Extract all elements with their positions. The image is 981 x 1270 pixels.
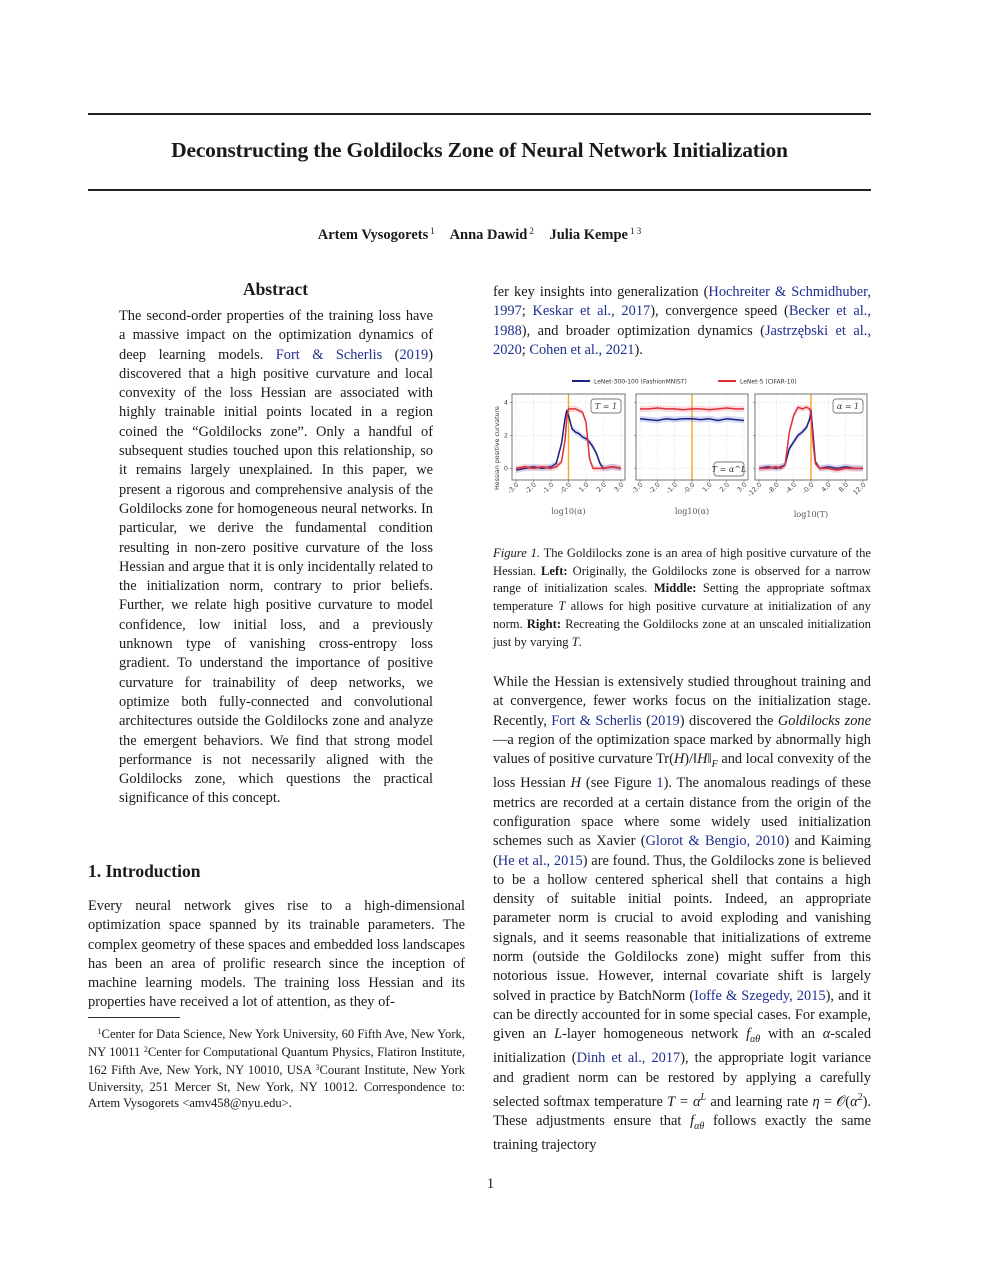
x-tick-label: 4.0 [819,480,833,494]
introduction-paragraph-2: While the Hessian is extensively studied throughout training and at convergence, fewer works focus on the initialization stage. Recently, Fort & Scherlis (2019) discovered the Goldilocks zone—a region of the optimization space marked by abnormally high values of positive curvature $Tr(H)/‖H‖_F$ and local convexity of the loss Hessian H (see Figure 1). The anomalous readings of these metrics are recorded at a certain distance from the origin of the configuration space where some widely used initialization schemes such as Xavier (Glorot & Bengio, 2010) and Kaiming (He et al., 2015) are found. Thus, the Goldilocks zone is believed to be a hollow centered spherical shell that contains a high density of suitable initial points. Indeed, an appropriate parameter norm is crucial to avoid exploding and vanishing signals, and it seems reasonable that initializations of extreme norm (outside the Goldilocks zone) might suffer from this notorious issue. However, internal covariate shift is largely solved in practice by BatchNorm (Ioffe & Szegedy, 2015), and it can be directly accounted for in some special cases. For example, given an L-layer homogeneous network $f_{\alpha\theta}$ with an α-scaled initialization (Dinh et al., 2017), the appropriate logit variance and gradient norm can be restored by applying a carefully selected softmax temperature $T = \alpha^L$ and learning rate $\eta = 𝒪(\alpha^2)$. These adjustments ensure that $f_{\alpha\theta}$ follows exactly the same training trajectory [493,674,872,1154]
y-tick-label: 2 [503,431,508,440]
affiliation-footnote [88,1024,465,1111]
y-tick-label: 4 [503,398,508,407]
author-name: Artem Vysogorets [317,227,429,243]
x-tick-label: 1.0 [577,480,591,494]
x-tick-label: 2.0 [718,480,732,494]
introduction-paragraph [88,897,465,1013]
citation-link[interactable]: Ioffe & Szegedy, 2015 [694,987,826,1004]
x-tick-label: -1.0 [540,480,556,496]
citation-link[interactable]: 2019 [650,712,680,729]
paper-title: Deconstructing the Goldilocks Zone of Neural Network Initialization [171,138,788,162]
citation-link[interactable]: Fort & Scherlis [275,346,383,363]
author-affiliation: 1 [430,226,435,236]
x-axis-label: log10(T) [793,510,829,519]
citation-link[interactable]: Glorot & Bengio, 2010 [645,833,785,850]
title-rule-top [88,113,871,115]
x-tick-label: -12.0 [745,480,764,499]
x-tick-label: 3.0 [735,480,749,494]
author-name: Julia Kempe [549,227,628,243]
footnote-rule [88,1017,180,1018]
paragraph-text: Every neural network gives rise to a high-dimensional optimization space spanned by its trainable parameters. The complex geometry of these spaces and embedded loss landscapes has been an area of prolific research since the inception of machine learning models. The training loss Hessian and its properties have received a lot of attention, as they of- [88,898,465,1011]
x-tick-label: -0.0 [558,480,573,496]
x-tick-label: 12.0 [851,480,868,497]
author-list [88,226,871,244]
figure-caption: Figure 1. The Goldilocks zone is an area of high positive curvature of the Hessian. Left: Originally, the Goldilocks zone is observed for a narrow range of initialization scales. Middle: Setting the appropriate softmax temperature T allows for high positive curvature at initialization of any norm. Right: Recreating the Goldilocks zone at an unscaled initialization just by varying T. [493,546,872,649]
footnote-text: Center for Data Science, New York University, 60 Fifth Ave, New York, NY 10011 [88,1027,465,1060]
abstract-text: ( [382,346,400,363]
footnote-marker: 3 [315,1063,320,1073]
citation-link[interactable]: 2019 [399,346,429,363]
author-name: Anna Dawid [449,227,528,243]
x-tick-label: -2.0 [647,480,662,496]
x-axis-label: log10(α) [674,507,710,516]
section-heading-introduction: 1. Introduction [88,861,201,881]
annotation-label: T = α^L [711,465,747,474]
abstract-body [119,307,433,809]
author-affiliation: 2 [529,226,534,236]
caption-bold-right: Right: [526,616,562,631]
x-axis-label: log10(α) [551,507,586,516]
x-tick-label: 3.0 [612,480,626,494]
footnote-marker: 1 [97,1027,102,1036]
citation-link[interactable]: Cohen et al., 2021 [529,341,635,358]
figure-1-chart [490,372,880,524]
x-tick-label: -8.0 [766,480,781,496]
citation-link[interactable]: Keskar et al., 2017 [532,303,651,320]
x-tick-label: -4.0 [783,480,799,496]
x-tick-label: -1.0 [664,480,680,496]
caption-bold-left: Left: [541,563,568,578]
citation-link[interactable]: Becker et al., 1988 [493,303,871,339]
x-tick-label: -3.0 [505,480,521,496]
footnote-text: Courant Institute, New York University, 251 Mercer St, New York, NY 10012. Correspondence to: Artem Vysogorets <amv458@nyu.edu>. [88,1063,465,1110]
emphasis-term: Goldilocks zone [777,712,871,729]
page-number: 1 [486,1176,495,1192]
author-affiliation: 1 3 [630,226,642,236]
citation-link[interactable]: Fort & Scherlis [551,712,642,729]
citation-link[interactable]: Hochreiter & Schmidhuber, 1997 [493,284,871,320]
citation-link[interactable]: Dinh et al., 2017 [576,1050,681,1067]
abstract-text: The second-order properties of the training loss have a massive impact on the optimization dynamics of deep learning models. [119,308,433,363]
x-tick-label: -3.0 [629,480,645,496]
caption-bold-middle: Middle: [653,581,697,596]
annotation-label: α = 1 [836,402,860,411]
abstract-text: ) discovered that a high positive curvature and local convexity of the loss Hessian are associated with highly trainable initial points located in a region coined the “Goldilocks zone”. Only a handful of subsequent studies touched upon this relationship, so it remains largely unexplained. In this paper, we present a rigorous and comprehensive analysis of the Goldilocks zone for homogeneous neural networks. In particular, we derive the fundamental condition resulting in non-zero positive curvature of the loss Hessian and argue that it is only incidentally related to the initialization norm, contrary to prior beliefs. Further, we relate high positive curvature to model confidence, low initial loss, and a previously unknown type of vanishing cross-entropy loss gradient. To understand the importance of positive curvature for trainability of deep networks, we optimize both fully-connected and convolutional architectures outside the Goldilocks zone and analyze the emergent behaviors. We find that strong model performance is not necessarily aligned with the Goldilocks zone, which questions the practical significance of this concept. [119,346,434,807]
y-tick-label: 0 [503,464,508,473]
x-tick-label: -0.0 [681,480,697,496]
footnote-marker: 2 [143,1045,148,1055]
x-tick-label: -0.0 [800,480,816,496]
x-tick-label: 1.0 [700,480,714,494]
legend-label: LeNet-300-100 (FashionMNIST) [594,378,687,386]
figure-reference-link[interactable]: 1 [656,775,664,792]
legend-label: LeNet-5 (CIFAR-10) [740,378,797,386]
citation-link[interactable]: He et al., 2015 [497,852,583,869]
x-tick-label: 2.0 [594,480,608,494]
title-rule-bottom [88,189,871,191]
citation-link[interactable]: Jastrzębski et al., 2020 [493,322,871,358]
introduction-paragraph-continued: fer key insights into generalization (Hochreiter & Schmidhuber, 1997; Keskar et al., 2017), convergence speed (Becker et al., 1988), and broader optimization dynamics (Jastrzębski et al., 2020; Cohen et al., 2021). [493,284,871,358]
x-tick-label: 8.0 [837,480,851,494]
y-axis-label: Hessian positive curvature [494,406,501,490]
caption-label: Figure 1. [493,546,541,560]
annotation-label: T = 1 [594,402,618,411]
x-tick-label: -2.0 [523,480,538,496]
footnote-text: Center for Computational Quantum Physics, Flatiron Institute, 162 Fifth Ave, New York, NY 10010, USA [88,1045,465,1078]
abstract-heading: Abstract [242,279,309,299]
